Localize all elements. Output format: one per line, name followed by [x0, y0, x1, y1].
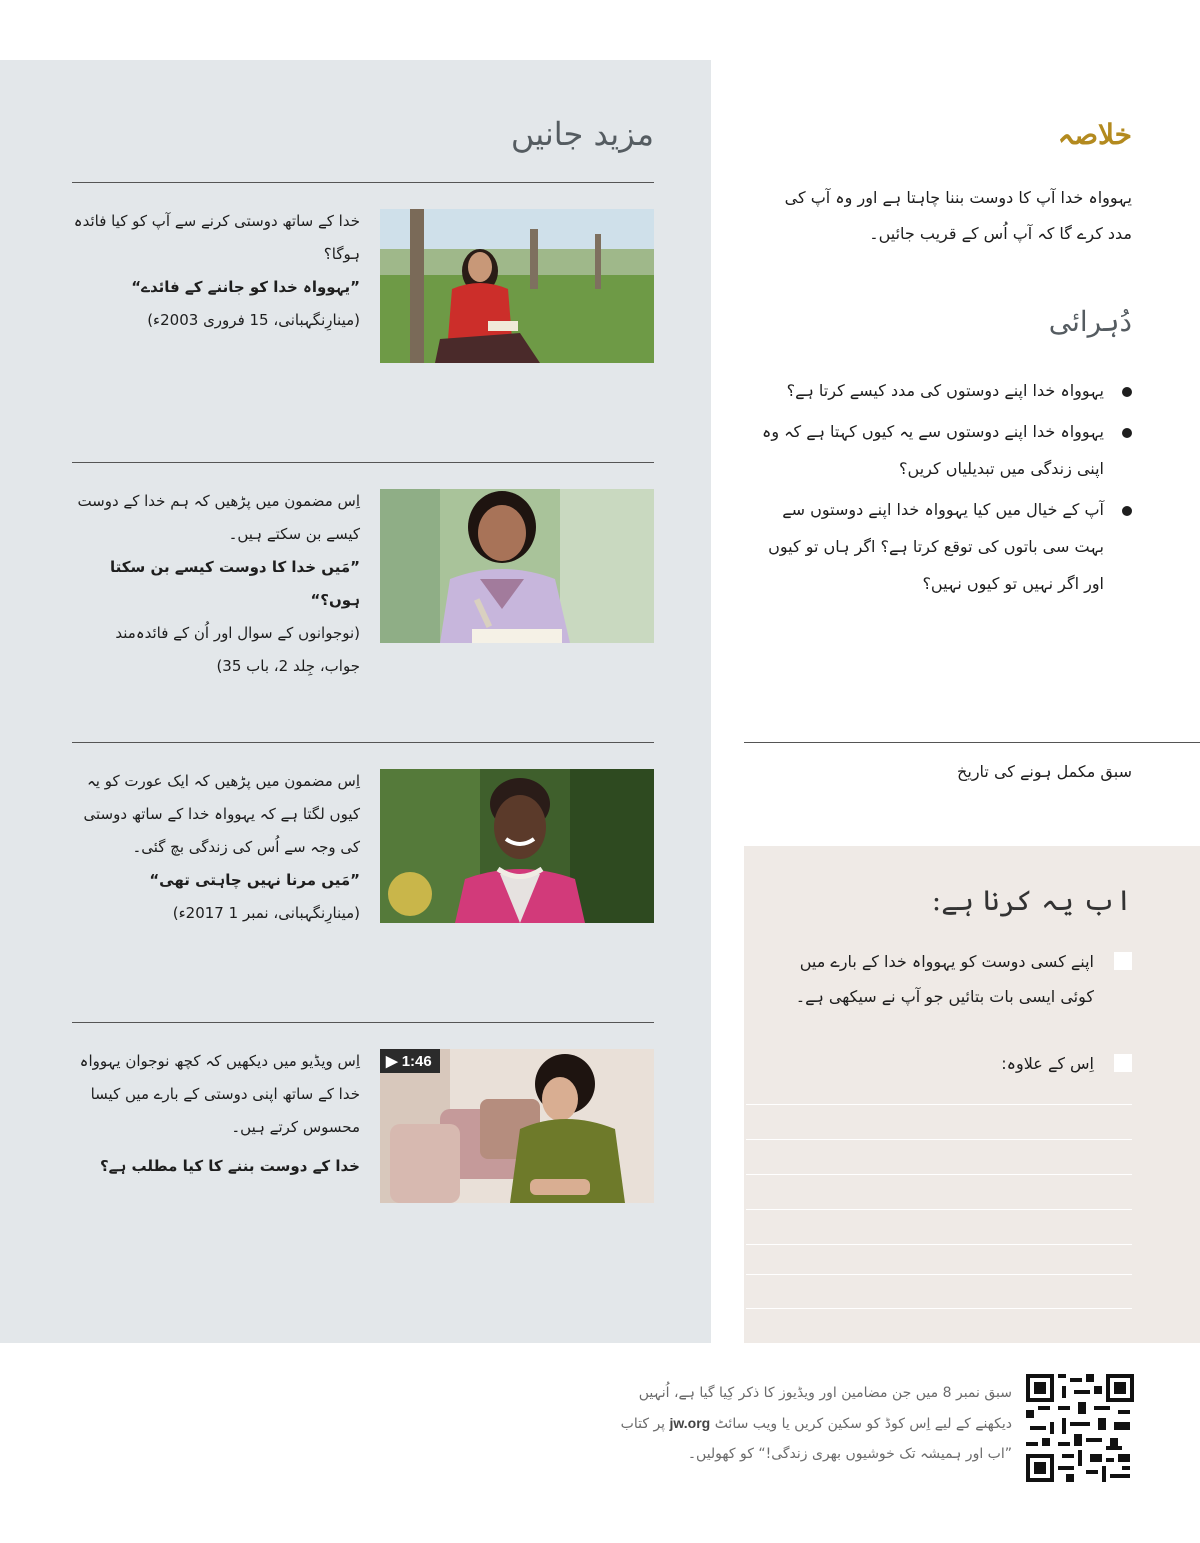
writing-line[interactable]	[746, 1104, 1132, 1105]
writing-line[interactable]	[746, 1139, 1132, 1140]
review-question	[752, 491, 1132, 602]
summary-text: یہوواہ خدا آپ کا دوست بننا چاہتا ہے اور وہ آپ کی مدد کرے گا کہ آپ اُس کے قریب جائیں۔	[784, 188, 1132, 243]
qr-code-icon[interactable]	[1026, 1374, 1134, 1482]
video-duration-badge: ▶ 1:46	[380, 1049, 440, 1073]
writing-line[interactable]	[746, 1308, 1132, 1309]
item-source: (مینارِنگہبانی، 15 فروری 2003ء)	[147, 311, 360, 329]
article-link[interactable]: ”مَیں مرنا نہیں چاہتی تھی“	[149, 871, 360, 889]
todo-item	[772, 1046, 1132, 1081]
video-thumbnail[interactable]	[380, 1049, 654, 1203]
young-woman-reading-photo[interactable]	[380, 489, 654, 643]
footer-text-part: پر کتاب ”اب اور ہمیشہ تک خوشیوں بھری زندگی!“ کو کھولیں۔	[620, 1416, 1012, 1462]
photo-illustration	[380, 489, 654, 643]
todo-heading: اب یہ کرنا ہے:	[931, 884, 1132, 917]
footer-text	[612, 1378, 1012, 1469]
writing-line[interactable]	[746, 1274, 1132, 1275]
video-link[interactable]: خدا کے دوست بننے کا کیا مطلب ہے؟	[99, 1157, 360, 1175]
item-description: خدا کے ساتھ دوستی کرنے سے آپ کو کیا فائدہ ہوگا؟	[73, 212, 360, 263]
bullet-icon	[1122, 428, 1132, 438]
learn-more-item	[72, 485, 360, 683]
summary-heading: خلاصہ	[1057, 118, 1132, 151]
footer-text-part: سبق نمبر 8 میں جن مضامین اور ویڈیوز کا ذکر کِیا گیا ہے، اُنہیں دیکھنے کے لیے اِس کوڈ کو سکین کریں یا ویب سائٹ	[638, 1385, 1012, 1432]
learn-more-panel	[0, 60, 711, 1343]
review-list	[752, 372, 1132, 606]
review-question-text: آپ کے خیال میں کیا یہوواہ خدا اپنے دوستوں سے بہت سی باتوں کی توقع کرتا ہے؟ اگر ہاں تو کیوں اور اگر نہیں تو کیوں نہیں؟	[768, 500, 1104, 593]
learn-more-item	[72, 205, 360, 337]
divider	[72, 742, 654, 743]
divider	[72, 182, 654, 183]
todo-item-text: اِس کے علاوہ:	[1001, 1054, 1094, 1073]
todo-box	[744, 846, 1200, 1343]
woman-in-orchard-photo[interactable]	[380, 209, 654, 363]
item-description: اِس ویڈیو میں دیکھیں کہ کچھ نوجوان یہوواہ خدا کے ساتھ اپنی دوستی کے بارے میں کیسا محسوس کرتے ہیں۔	[79, 1052, 360, 1136]
item-source: (مینارِنگہبانی، نمبر 1 2017ء)	[172, 904, 360, 922]
review-question-text: یہوواہ خدا اپنے دوستوں کی مدد کیسے کرتا ہے؟	[786, 381, 1104, 400]
photo-illustration	[380, 769, 654, 923]
todo-item	[772, 944, 1132, 1014]
article-link[interactable]: ”مَیں خدا کا دوست کیسے بن سکتا ہوں؟“	[110, 558, 360, 609]
photo-illustration	[380, 209, 654, 363]
review-question	[752, 413, 1132, 487]
divider	[744, 742, 1200, 743]
learn-more-title: مزید جانیں	[510, 115, 654, 153]
website-link[interactable]: jw.org	[669, 1415, 711, 1431]
checkbox[interactable]	[1114, 952, 1132, 970]
divider	[72, 462, 654, 463]
review-question-text: یہوواہ خدا اپنے دوستوں سے یہ کیوں کہتا ہے کہ وہ اپنی زندگی میں تبدیلیاں کریں؟	[761, 422, 1104, 478]
writing-line[interactable]	[746, 1209, 1132, 1210]
bullet-icon	[1122, 506, 1132, 516]
review-question	[752, 372, 1132, 409]
writing-line[interactable]	[746, 1244, 1132, 1245]
article-link[interactable]: ”یہوواہ خدا کو جاننے کے فائدے“	[131, 278, 360, 296]
item-source: (نوجوانوں کے سوال اور اُن کے فائدہ‌مند جواب، جِلد 2، باب 35)	[115, 624, 360, 675]
learn-more-item	[72, 1045, 360, 1183]
item-description: اِس مضمون میں پڑھیں کہ ایک عورت کو یہ کیوں لگتا ہے کہ یہوواہ خدا کے ساتھ دوستی کی وجہ سے اُس کی زندگی بچ گئی۔	[83, 772, 360, 856]
completion-date-label: سبق مکمل ہونے کی تاریخ	[957, 762, 1132, 781]
learn-more-item	[72, 765, 360, 930]
review-heading: دُہرائی	[1048, 305, 1132, 338]
bullet-icon	[1122, 387, 1132, 397]
todo-item-text: اپنے کسی دوست کو یہوواہ خدا کے بارے میں کوئی ایسی بات بتائیں جو آپ نے سیکھی ہے۔	[795, 952, 1094, 1006]
smiling-woman-photo[interactable]	[380, 769, 654, 923]
writing-line[interactable]	[746, 1174, 1132, 1175]
divider	[72, 1022, 654, 1023]
checkbox[interactable]	[1114, 1054, 1132, 1072]
item-description: اِس مضمون میں پڑھیں کہ ہم خدا کے دوست کیسے بن سکتے ہیں۔	[77, 492, 360, 543]
